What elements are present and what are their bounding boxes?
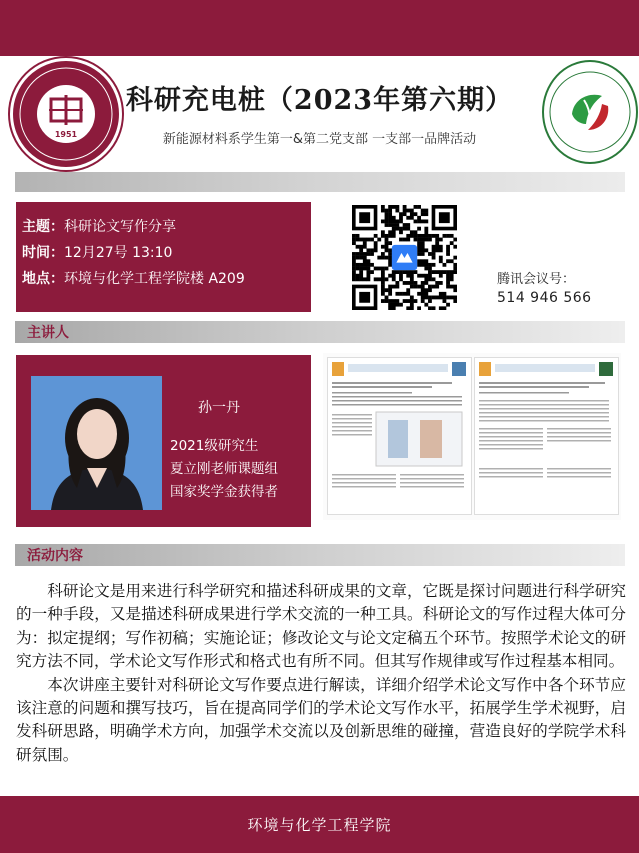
footer-text: 环境与化学工程学院: [247, 816, 392, 834]
content-section-title: 活动内容: [27, 548, 83, 564]
page-title: 科研充电桩（2023年第六期）: [125, 85, 514, 116]
meeting-label: 腾讯会议号：: [497, 272, 576, 287]
time-label: 时间：: [22, 245, 64, 261]
place-row: [22, 268, 245, 288]
place-value: 环境与化学工程学院楼 A209: [64, 271, 245, 287]
paper-thumbnail: [474, 357, 619, 515]
top-banner: [0, 0, 639, 56]
speaker-name: 孙一丹: [198, 400, 240, 416]
divider-bar: [15, 172, 625, 192]
speaker-detail-1: 2021级研究生: [170, 438, 259, 454]
paper-thumbnail: [327, 357, 472, 515]
meeting-id: 514 946 566: [497, 290, 592, 306]
topic-label: 主题：: [22, 219, 64, 235]
page-subtitle: 新能源材料系学生第一&第二党支部 一支部一品牌活动: [162, 132, 477, 147]
description-paragraph-1: 科研论文是用来进行科学研究和描述科研成果的文章，它既是探讨问题进行科学研究的一种手段，又是描述科研成果进行学术交流的一种工具。科研论文的写作过程大体可分为：拟定提纲；写作初稿；实施论证；修改论文与论文定稿五个环节。按照学术论文的研究方法不同，学术论文写作形式和格式也有所不同。但其写作规律或写作过程基本相同。: [16, 582, 626, 671]
activity-description: [16, 580, 626, 767]
footer-banner: [0, 796, 639, 853]
qr-code-icon[interactable]: [352, 205, 457, 310]
speaker-detail-2: 夏立刚老师课题组: [170, 461, 278, 477]
speaker-photo: [31, 376, 162, 510]
place-label: 地点：: [22, 271, 64, 287]
topic-row: [22, 216, 176, 236]
speaker-section-bar: [15, 321, 625, 343]
paper-thumbnails: [323, 353, 621, 520]
speaker-detail-3: 国家奖学金获得者: [170, 484, 278, 500]
speaker-section-title: 主讲人: [27, 325, 69, 341]
svg-text:1951: 1951: [54, 130, 78, 139]
content-section-bar: [15, 544, 625, 566]
event-info-panel: [16, 202, 311, 312]
time-value: 12月27号 13:10: [64, 245, 173, 261]
description-paragraph-2: 本次讲座主要针对科研论文写作要点进行解读，详细介绍学术论文写作中各个环节应该注意的问题和撰写技巧，旨在提高同学们的学术论文写作水平，拓展学生学术视野，启发科研思路，明确学术方向，加强学术交流以及创新思维的碰撞，营造良好的学院学术科研氛围。: [16, 675, 626, 764]
topic-value: 科研论文写作分享: [64, 219, 176, 235]
time-row: [22, 242, 172, 262]
